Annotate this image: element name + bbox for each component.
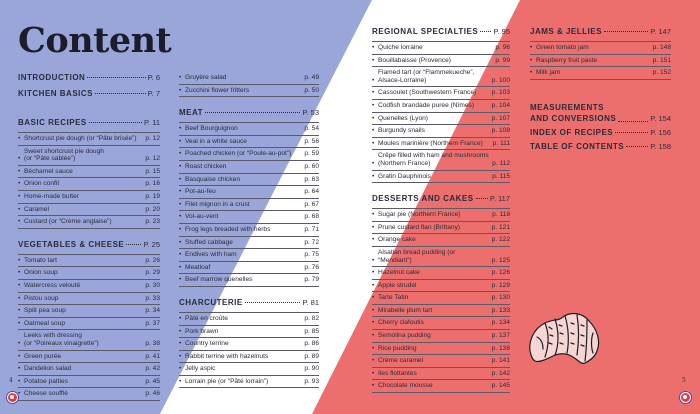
page-ref: p. 23	[145, 218, 160, 226]
recipe-name: Cheese soufflé	[24, 390, 68, 398]
page-ref: p. 75	[304, 251, 319, 259]
toc-entry[interactable]	[18, 388, 160, 401]
page-ref: p. 93	[304, 377, 319, 385]
toc-entry[interactable]	[179, 326, 319, 339]
recipe-name: Endives with ham	[185, 251, 237, 259]
toc-column-3	[372, 26, 510, 403]
bullet-icon: •	[18, 135, 21, 142]
page-ref: p. 37	[145, 319, 160, 327]
page-ref: p. 89	[304, 352, 319, 360]
page-ref: p. 108	[491, 127, 510, 135]
bullet-icon: •	[18, 205, 21, 213]
bullet-icon: •	[372, 159, 375, 167]
toc-entry[interactable]	[372, 292, 510, 305]
bullet-icon: •	[530, 56, 533, 64]
toc-entry[interactable]	[372, 55, 510, 68]
bullet-icon: •	[372, 382, 375, 390]
recipe-name: Home-made butter	[24, 192, 79, 200]
toc-entry[interactable]	[179, 85, 319, 98]
toc-entry[interactable]	[372, 42, 510, 55]
recipe-name: Flamed tart (or “Flammekueche”, Alsace-Lorraine)	[378, 69, 475, 84]
recipe-name: Cassoulet (Southwestern France)	[378, 89, 477, 97]
toc-entry[interactable]	[372, 138, 510, 151]
recipe-name: Bouillabaisse (Provence)	[378, 56, 451, 64]
page-ref: p. 107	[491, 114, 510, 122]
recipe-name: Caramel	[24, 205, 49, 213]
bullet-icon: •	[18, 218, 21, 226]
toc-entry[interactable]	[18, 146, 160, 166]
toc-entry[interactable]	[18, 305, 160, 318]
toc-entry[interactable]	[372, 380, 510, 393]
page-ref: p. 125	[491, 256, 510, 264]
recipe-name: Alsatian bread pudding (or “Mendiant”)	[378, 248, 456, 264]
page-ref: p. 54	[304, 125, 319, 133]
recipe-name: Iles flottantes	[378, 369, 417, 377]
page-ref: p. 56	[304, 137, 319, 145]
bullet-icon: •	[18, 155, 21, 163]
toc-entry[interactable]	[18, 280, 160, 293]
toc-entry[interactable]	[179, 123, 319, 136]
page-number-left: 4	[9, 377, 13, 384]
toc-entry[interactable]	[179, 338, 319, 351]
recipe-name: Tarte Tatin	[378, 294, 409, 302]
recipe-name: Quenelles (Lyon)	[378, 114, 428, 122]
section-heading-vegetables-cheese[interactable]: VEGETABLES & CHEESE P. 25	[18, 239, 160, 249]
recipe-list	[179, 312, 319, 389]
page-ref: p. 60	[304, 162, 319, 170]
section-heading-meat[interactable]: MEAT P. 53	[179, 108, 319, 118]
bullet-icon: •	[179, 238, 182, 246]
section-heading-regional-specialties[interactable]: REGIONAL SPECIALTIES P. 95	[372, 27, 510, 36]
page-ref: p. 15	[145, 167, 160, 175]
page-ref: p. 82	[304, 314, 319, 322]
recipe-name: Raspberry fruit paste	[536, 56, 598, 64]
recipe-name: Sugar pie (Northern France)	[378, 211, 461, 219]
toc-entry[interactable]	[18, 267, 160, 280]
toc-entry[interactable]	[372, 368, 510, 381]
recipe-name: Gruyère salad	[185, 74, 227, 81]
page-ref: p. 67	[304, 200, 319, 208]
toc-entry[interactable]	[18, 351, 160, 364]
recipe-name: Basquaise chicken	[185, 175, 240, 183]
toc-entry[interactable]	[179, 274, 319, 287]
page-ref: p. 63	[304, 175, 319, 183]
bullet-icon: •	[372, 139, 375, 147]
toc-entry[interactable]	[372, 280, 510, 293]
recipe-name: Frog legs breaded with herbs	[185, 225, 271, 233]
recipe-name: Lorrain pie (or “Pâté lorrain”)	[185, 377, 269, 385]
bullet-icon: •	[18, 339, 21, 347]
toc-entry[interactable]	[179, 313, 319, 326]
bullet-icon: •	[372, 294, 375, 302]
bullet-icon: •	[372, 357, 375, 365]
bullet-icon: •	[372, 256, 375, 264]
recipe-name: Tomato tart	[24, 256, 57, 264]
page-ref: p. 138	[491, 344, 510, 352]
bullet-icon: •	[372, 319, 375, 327]
page-ref: p. 45	[145, 377, 160, 385]
page-ref: p. 141	[491, 357, 510, 365]
toc-entry[interactable]	[18, 216, 160, 229]
bullet-icon: •	[179, 200, 182, 208]
page-ref: p. 122	[491, 236, 510, 244]
page-ref: p. 49	[304, 74, 319, 81]
recipe-name: Beef Bourguignon	[185, 125, 238, 133]
recipe-name: Chocolate mousse	[378, 382, 433, 390]
page-ref: p. 151	[652, 56, 671, 64]
bullet-icon: •	[179, 213, 182, 221]
bullet-icon: •	[179, 327, 182, 335]
bullet-icon: •	[18, 167, 21, 175]
recipe-name: Roast chicken	[185, 162, 227, 170]
bullet-icon: •	[18, 256, 21, 264]
recipe-name: Zucchini flower fritters	[185, 86, 250, 94]
bullet-icon: •	[179, 263, 182, 271]
toc-entry[interactable]	[179, 376, 319, 389]
bullet-icon: •	[18, 352, 21, 360]
recipe-name: Meatloaf	[185, 263, 211, 271]
toc-section	[18, 72, 160, 99]
toc-entry[interactable]	[372, 355, 510, 368]
page-ref: p. 142	[491, 369, 510, 377]
toc-entry[interactable]	[372, 67, 510, 87]
bullet-icon: •	[179, 276, 182, 284]
bullet-icon: •	[18, 192, 21, 200]
bullet-icon: •	[179, 377, 182, 385]
toc-entry[interactable]	[372, 100, 510, 113]
section-heading-introduction[interactable]: INTRODUCTION P. 6	[18, 73, 160, 82]
recipe-name: Custard (or “Crème anglaise”)	[24, 218, 112, 226]
section-heading-index-of-recipes[interactable]: INDEX OF RECIPES P. 156	[530, 127, 671, 137]
toc-column-1	[18, 72, 160, 411]
bullet-icon: •	[179, 86, 182, 94]
page-ref: p. 76	[304, 263, 319, 271]
bullet-icon: •	[18, 180, 21, 188]
tricolor-roundel-icon	[680, 392, 691, 403]
recipe-name: Apple strudel	[378, 281, 417, 289]
recipe-name: Pot-au-feu	[185, 188, 216, 196]
bullet-icon: •	[179, 340, 182, 348]
toc-entry[interactable]	[372, 125, 510, 138]
recipe-list	[372, 208, 510, 393]
bullet-icon: •	[179, 352, 182, 360]
recipe-list	[179, 122, 319, 287]
bullet-icon: •	[179, 74, 182, 81]
bullet-icon: •	[372, 369, 375, 377]
page-ref: p. 137	[491, 332, 510, 340]
bullet-icon: •	[18, 294, 21, 302]
toc-entry[interactable]	[179, 351, 319, 364]
recipe-list	[372, 41, 510, 183]
toc-entry[interactable]	[372, 234, 510, 247]
recipe-name: Veal in a white sauce	[185, 137, 247, 145]
toc-entry[interactable]	[18, 318, 160, 331]
toc-entry[interactable]	[179, 262, 319, 275]
recipe-name: Poached chicken (or “Poule-au-pot”)	[185, 150, 292, 158]
bullet-icon: •	[179, 150, 182, 158]
section-heading-basic-recipes[interactable]: BASIC RECIPES P. 11	[18, 118, 160, 127]
recipe-name: Rabbit terrine with hazelnuts	[185, 352, 269, 360]
toc-entry[interactable]	[18, 166, 160, 179]
toc-entry[interactable]	[372, 209, 510, 222]
section-heading-measurements[interactable]: MEASUREMENTS AND CONVERSIONS P. 154	[530, 102, 671, 123]
page-ref: p. 85	[304, 327, 319, 335]
bullet-icon: •	[372, 236, 375, 244]
bullet-icon: •	[372, 281, 375, 289]
recipe-list	[18, 254, 160, 401]
page-ref: p. 30	[145, 281, 160, 289]
recipe-name: Quiche lorraine	[378, 44, 423, 51]
toc-entry[interactable]	[530, 42, 671, 55]
recipe-name: Codfish brandade puree (Nîmes)	[378, 101, 475, 109]
recipe-name: Green purée	[24, 352, 62, 360]
bullet-icon: •	[372, 101, 375, 109]
page-number-right: 5	[682, 377, 686, 384]
bullet-icon: •	[179, 365, 182, 373]
page-ref: p. 152	[652, 69, 671, 77]
section-heading-table-of-contents[interactable]: TABLE OF CONTENTS P. 158	[530, 141, 671, 151]
toc-entry[interactable]	[530, 67, 671, 80]
page-ref: p. 26	[145, 256, 160, 264]
toc-entry[interactable]	[372, 305, 510, 318]
recipe-name: Milk jam	[536, 69, 561, 77]
recipe-list	[18, 132, 160, 229]
bullet-icon: •	[179, 137, 182, 145]
toc-entry[interactable]	[179, 199, 319, 212]
recipe-name: Leeks with dressing (or “Poireaux vinaigrette”)	[24, 332, 99, 347]
bullet-icon: •	[372, 114, 375, 122]
toc-entry[interactable]	[372, 317, 510, 330]
page-ref: p. 130	[491, 294, 510, 302]
bullet-icon: •	[372, 223, 375, 231]
bullet-icon: •	[18, 377, 21, 385]
recipe-name: Jelly aspic	[185, 365, 216, 373]
tricolor-roundel-icon	[7, 392, 18, 403]
toc-entry[interactable]	[372, 171, 510, 184]
recipe-name: Watercress velouté	[24, 281, 81, 289]
recipe-name: Rice pudding	[378, 344, 417, 352]
recipe-name: Hazelnut cake	[378, 269, 420, 277]
bullet-icon: •	[179, 251, 182, 259]
toc-entry[interactable]	[18, 330, 160, 350]
page-ref: p. 90	[304, 365, 319, 373]
toc-entry[interactable]	[179, 211, 319, 224]
bullet-icon: •	[372, 89, 375, 97]
bullet-icon: •	[530, 69, 533, 77]
page-ref: p. 126	[491, 269, 510, 277]
recipe-name: Onion soup	[24, 269, 58, 277]
page-ref: p. 12	[145, 155, 160, 163]
toc-entry[interactable]	[372, 150, 510, 170]
recipe-name: Potatoe patties	[24, 377, 68, 385]
recipe-name: Vol-au-vent	[185, 213, 219, 221]
page-ref: p. 12	[145, 135, 160, 142]
page-ref: p. 145	[491, 382, 510, 390]
page-ref: p. 71	[304, 225, 319, 233]
page-ref: p. 148	[652, 44, 671, 51]
bullet-icon: •	[179, 188, 182, 196]
page-ref: p. 134	[491, 319, 510, 327]
page-ref: p. 96	[495, 44, 510, 51]
section-heading-desserts-and-cakes[interactable]: DESSERTS AND CAKES P. 117	[372, 194, 510, 204]
toc-entry[interactable]	[18, 363, 160, 376]
bullet-icon: •	[372, 332, 375, 340]
page-ref: p. 64	[304, 188, 319, 196]
bullet-icon: •	[372, 211, 375, 219]
page-ref: p. 68	[304, 213, 319, 221]
toc-entry[interactable]	[179, 186, 319, 199]
toc-entry[interactable]	[372, 330, 510, 343]
toc-entry[interactable]	[372, 113, 510, 126]
toc-entry[interactable]	[18, 178, 160, 191]
page-ref: p. 33	[145, 294, 160, 302]
page-ref: p. 121	[491, 223, 510, 231]
croissant-illustration	[525, 303, 605, 373]
bullet-icon: •	[179, 314, 182, 322]
bullet-icon: •	[372, 44, 375, 51]
recipe-name: Crème caramel	[378, 357, 424, 365]
page-ref: p. 46	[145, 390, 160, 398]
toc-entry[interactable]	[18, 204, 160, 217]
recipe-list	[179, 72, 319, 97]
toc-entry[interactable]	[179, 148, 319, 161]
page-ref: p. 118	[492, 211, 510, 219]
recipe-name: Gratin Dauphinois	[378, 172, 431, 180]
recipe-name: Beef marrow quenelles	[185, 276, 253, 284]
page-title: Content	[18, 20, 172, 61]
toc-column-4	[530, 26, 671, 152]
recipe-name: Pistou soup	[24, 294, 59, 302]
bullet-icon: •	[179, 162, 182, 170]
page-ref: p. 20	[145, 205, 160, 213]
recipe-name: Filet mignon in a crust	[185, 200, 250, 208]
toc-entry[interactable]	[18, 255, 160, 268]
page-ref: p. 112	[492, 159, 510, 167]
recipe-name: Cherry clafoutis	[378, 319, 424, 327]
recipe-name: Country terrine	[185, 340, 229, 348]
bullet-icon: •	[18, 390, 21, 398]
toc-entry[interactable]	[530, 55, 671, 68]
page-ref: p. 29	[145, 269, 160, 277]
page-ref: p. 38	[145, 339, 160, 347]
recipe-name: Oatmeal soup	[24, 319, 66, 327]
page-ref: p. 133	[491, 306, 510, 314]
recipe-name: Mirabelle plum tart	[378, 306, 433, 314]
recipe-name: Moules marinière (Northern France)	[378, 139, 483, 147]
recipe-name: Béchamel sauce	[24, 167, 73, 175]
bullet-icon: •	[18, 365, 21, 373]
page-ref: p. 79	[304, 276, 319, 284]
toc-entry[interactable]	[179, 174, 319, 187]
toc-entry[interactable]	[179, 237, 319, 250]
section-heading-jams-jellies[interactable]: JAMS & JELLIES P. 147	[530, 27, 671, 36]
page-ref: p. 16	[145, 180, 160, 188]
recipe-name: Onion confit	[24, 180, 60, 188]
bullet-icon: •	[179, 125, 182, 133]
toc-entry[interactable]	[372, 247, 510, 267]
bullet-icon: •	[18, 269, 21, 277]
bullet-icon: •	[18, 307, 21, 315]
toc-column-2	[179, 72, 319, 398]
toc-entry[interactable]	[179, 136, 319, 149]
recipe-name: Sweet shortcrust pie dough (or “Pâte sablée”)	[24, 147, 104, 163]
page-ref: p. 19	[145, 192, 160, 200]
recipe-name: Dandelion salad	[24, 365, 72, 373]
toc-entry[interactable]	[372, 343, 510, 356]
bullet-icon: •	[179, 225, 182, 233]
page-ref: p. 115	[492, 172, 510, 180]
bullet-icon: •	[18, 319, 21, 327]
toc-entry[interactable]	[372, 222, 510, 235]
toc-entry[interactable]	[179, 363, 319, 376]
bullet-icon: •	[179, 175, 182, 183]
toc-entry[interactable]	[18, 293, 160, 306]
bullet-icon: •	[530, 44, 533, 51]
toc-entry[interactable]	[18, 133, 160, 146]
section-heading-kitchen-basics[interactable]: KITCHEN BASICS P. 7	[18, 89, 160, 98]
toc-entry[interactable]	[179, 72, 319, 85]
bullet-icon: •	[372, 306, 375, 314]
toc-entry[interactable]	[179, 161, 319, 174]
section-heading-charcuterie[interactable]: CHARCUTERIE P. 81	[179, 297, 319, 307]
page-ref: p. 41	[145, 352, 160, 360]
recipe-name: Orange cake	[378, 236, 416, 244]
bullet-icon: •	[372, 127, 375, 135]
recipe-name: Pâté en croûte	[185, 314, 228, 322]
page-ref: p. 50	[304, 86, 319, 94]
recipe-name: Prune custard flan (Brittany)	[378, 223, 461, 231]
toc-entry[interactable]	[18, 191, 160, 204]
recipe-list	[530, 41, 671, 80]
page-ref: p. 99	[495, 56, 510, 64]
bullet-icon: •	[372, 76, 375, 84]
bullet-icon: •	[372, 172, 375, 180]
page-ref: p. 103	[491, 89, 510, 97]
recipe-name: Semolina pudding	[378, 332, 431, 340]
bullet-icon: •	[372, 344, 375, 352]
page-ref: p. 34	[145, 307, 160, 315]
page-ref: p. 42	[145, 365, 160, 373]
page-ref: p. 59	[304, 150, 319, 158]
recipe-name: Crêpe filled with ham and mushrooms (Northern France)	[378, 152, 489, 167]
page-ref: p. 86	[304, 340, 319, 348]
recipe-name: Split pea soup	[24, 307, 66, 315]
recipe-name: Green tomato jam	[536, 44, 589, 51]
toc-entry[interactable]	[18, 376, 160, 389]
recipe-name: Stuffed cabbage	[185, 238, 233, 246]
page-ref: p. 100	[491, 76, 510, 84]
recipe-name: Pork brawn	[185, 327, 219, 335]
recipe-name: Shortcrust pie dough (or “Pâte brisée”)	[24, 135, 137, 142]
page-ref: p. 111	[492, 139, 510, 147]
page-ref: p. 104	[491, 101, 510, 109]
toc-entry[interactable]	[179, 249, 319, 262]
bullet-icon: •	[372, 56, 375, 64]
bullet-icon: •	[18, 281, 21, 289]
recipe-name: Burgundy snails	[378, 127, 425, 135]
toc-entry[interactable]	[372, 267, 510, 280]
page-ref: p. 129	[491, 281, 510, 289]
page-ref: p. 72	[304, 238, 319, 246]
toc-entry[interactable]	[372, 87, 510, 100]
bullet-icon: •	[372, 269, 375, 277]
toc-entry[interactable]	[179, 224, 319, 237]
